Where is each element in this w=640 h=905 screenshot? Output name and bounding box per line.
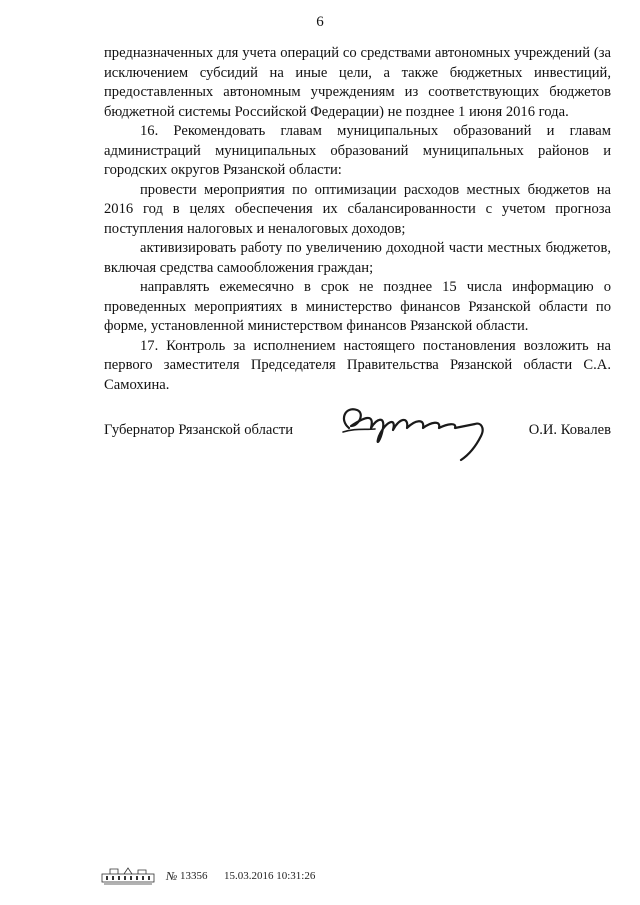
paragraph-item-17: 17. Контроль за исполнением настоящего постановления возложить на первого заместителя Председателя Правительства Рязанской области С.А. Самохина.	[104, 337, 611, 393]
paragraph-item-16: 16. Рекомендовать главам муниципальных образований и главам администраций муниципальных образований муниципальных районов и городских округов Рязанской области:	[104, 123, 611, 178]
paragraph-subitem-optimize: провести мероприятия по оптимизации расходов местных бюджетов на 2016 год в целях обеспечения их сбалансированности с учетом прогноза поступления налоговых и неналоговых доходов;	[104, 181, 611, 237]
page-number: 6	[316, 14, 324, 30]
handwritten-signature	[335, 398, 505, 468]
signatory-title: Губернатор Рязанской области	[104, 422, 294, 438]
document-body	[104, 44, 611, 395]
registry-logo-icon	[100, 866, 156, 886]
number-sign: №	[166, 869, 178, 883]
signatory-name: О.И. Ковалев	[528, 422, 611, 438]
registration-datetime: 15.03.2016 10:31:26	[224, 870, 316, 882]
paragraph-subitem-revenue: активизировать работу по увеличению доходной части местных бюджетов, включая средства самообложения граждан;	[104, 240, 611, 276]
paragraph-continuation: предназначенных для учета операций со средствами автономных учреждений (за исключением субсидий на иные цели, а также бюджетных инвестиций, предоставленных автономным учреждениям из соответствующих бюджетов бюджетной системы Российской Федерации) не позднее 1 июня 2016 года.	[104, 45, 611, 120]
paragraph-subitem-report: направлять ежемесячно в срок не позднее 15 числа информацию о проведенных мероприятиях в министерство финансов Рязанской области по форме, установленной министерством финансов Рязанской области.	[104, 279, 611, 334]
registration-number: 13356	[180, 870, 208, 882]
registration-footer	[100, 866, 360, 886]
